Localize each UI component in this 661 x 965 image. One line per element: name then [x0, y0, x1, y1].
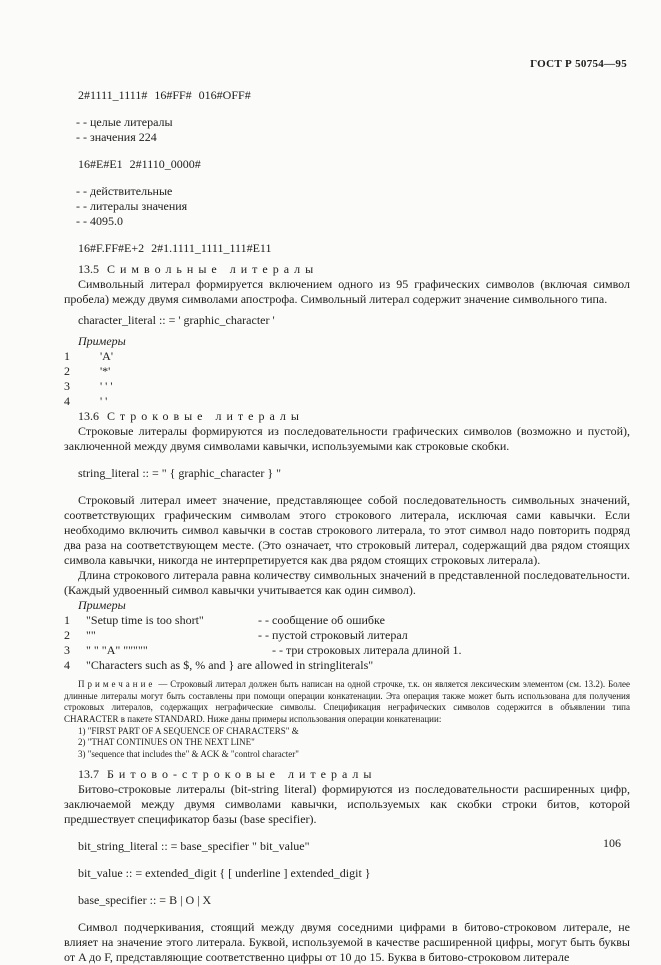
paragraph: Символ подчеркивания, стоящий между двумя соседними цифрами в битово-строковом литерале, не влияет на значение этого литерала. Буквой, используемой в качестве расширенной цифры, могут быть буквы от A до F, представляющие соответственно цифры от 10 до 15. Буква в битово-строковом литерале — [64, 919, 630, 964]
example-item: 3 " " "A" """"" - - три строковых литерала длиной 1. — [64, 643, 462, 657]
paragraph: Строковые литералы формируются из последовательности графических символов (возможно и пустой), заключенной между двумя символами кавычки, используемыми как строковые скобки. — [64, 424, 630, 453]
examples-title: Примеры — [78, 334, 126, 348]
example-item: 4 ' ' — [64, 394, 108, 408]
page-content — [64, 84, 630, 965]
note-text: — Строковый литерал должен быть написан на одной строчке, т.к. он является лексическим элементом (см. 13.2). Более длинные литералы могут быть составлены при помощи операции конкатенации. Эта операция также может быть использована для получения строковых литералов, содержащих неграфические символы. Спецификация неграфических символов содержится в объявлении типа CHARACTER в пакете STANDARD. Ниже даны примеры использования операции конкатенации: — [64, 679, 631, 725]
note-item: 3) "sequence that includes the" & ACK & "control character" — [78, 749, 299, 760]
syntax-rule: character_literal :: = ' graphic_character ' — [78, 313, 275, 327]
section-number: 13.7 — [78, 766, 99, 781]
comment-line: - - 4095.0 — [76, 214, 123, 228]
string-examples — [64, 613, 630, 673]
syntax-rule: string_literal :: = " { graphic_character } " — [78, 466, 282, 480]
example-item: 3 ' ' ' — [64, 379, 113, 393]
example-line: 2#1111_1111# 16#FF# 016#OFF# — [78, 88, 251, 102]
note-label: Примечание — [78, 679, 156, 689]
section-number: 13.5 — [78, 262, 99, 276]
paragraph: Длина строкового литерала равна количеству символьных значений в представленной последовательности. (Каждый удвоенный символ кавычки учитывается как один символ). — [64, 568, 630, 597]
syntax-rule: base_specifier :: = B | O | X — [78, 892, 212, 907]
section-title: Строковые литералы — [107, 409, 304, 423]
section-title: Битово-строковые литералы — [107, 766, 377, 781]
paragraph: Строковый литерал имеет значение, представляющее собой последовательность символьных значений, соответствующих графическим символам этого строкового литерала, исключая сами кавычки. Если необходимо включить символ кавычки в состав строкового литерала, то этот символ надо повторить подряд два раза на соответствующем месте. (Это означает, что строковый литерал, содержащий два рядом стоящих символа кавычки, никогда не интерпретируется как два рядом стоящих строковых литерала). — [64, 493, 630, 567]
note-item: 1) "FIRST PART OF A SEQUENCE OF CHARACTERS" & — [78, 725, 299, 736]
section-heading-13-6 — [64, 409, 630, 424]
section-title: Символьные литералы — [107, 262, 319, 276]
comment-line: - - целые литералы — [76, 115, 173, 129]
paragraph: Символьный литерал формируется включением одного из 95 графических символов (включая символ пробела) между двумя символами апострофа. Символьный литерал содержит значение символьного типа. — [64, 277, 630, 306]
page-number: 106 — [603, 836, 621, 850]
note-item: 2) "THAT CONTINUES ON THE NEXT LINE" — [78, 737, 255, 748]
comment-line: - - литералы значения — [76, 199, 188, 213]
section-heading-13-5 — [64, 262, 630, 277]
section-number: 13.6 — [78, 409, 99, 423]
example-item: 2 '*' — [64, 364, 111, 378]
example-item: 1 'A' — [64, 349, 113, 363]
comment-line: - - значения 224 — [76, 130, 157, 144]
example-line: 16#E#E1 2#1110_0000# — [78, 157, 201, 171]
example-item: 1 "Setup time is too short" - - сообщение об ошибке — [64, 613, 385, 627]
char-examples — [64, 349, 630, 409]
note — [64, 679, 630, 726]
running-header: ГОСТ Р 50754—95 — [530, 58, 627, 70]
comment-line: - - действительные — [76, 184, 173, 198]
paragraph: Битово-строковые литералы (bit-string literal) формируются из последовательности расширенных цифр, заключаемой между двумя символами кавычки, используемых как скобки строки битов, которой предшествует спецификатор базы (base specifier). — [64, 781, 630, 826]
example-item: 2 "" - - пустой строковый литерал — [64, 628, 408, 642]
syntax-rule: bit_string_literal :: = base_specifier " bit_value" — [78, 838, 310, 853]
syntax-rule: bit_value :: = extended_digit { [ underline ] extended_digit } — [78, 865, 371, 880]
examples-title: Примеры — [78, 598, 126, 612]
example-line: 16#F.FF#E+2 2#1.1111_1111_111#E11 — [78, 241, 272, 255]
example-item: 4 "Characters such as $, % and } are allowed in stringliterals" — [64, 658, 374, 672]
section-heading-13-7 — [64, 767, 630, 782]
